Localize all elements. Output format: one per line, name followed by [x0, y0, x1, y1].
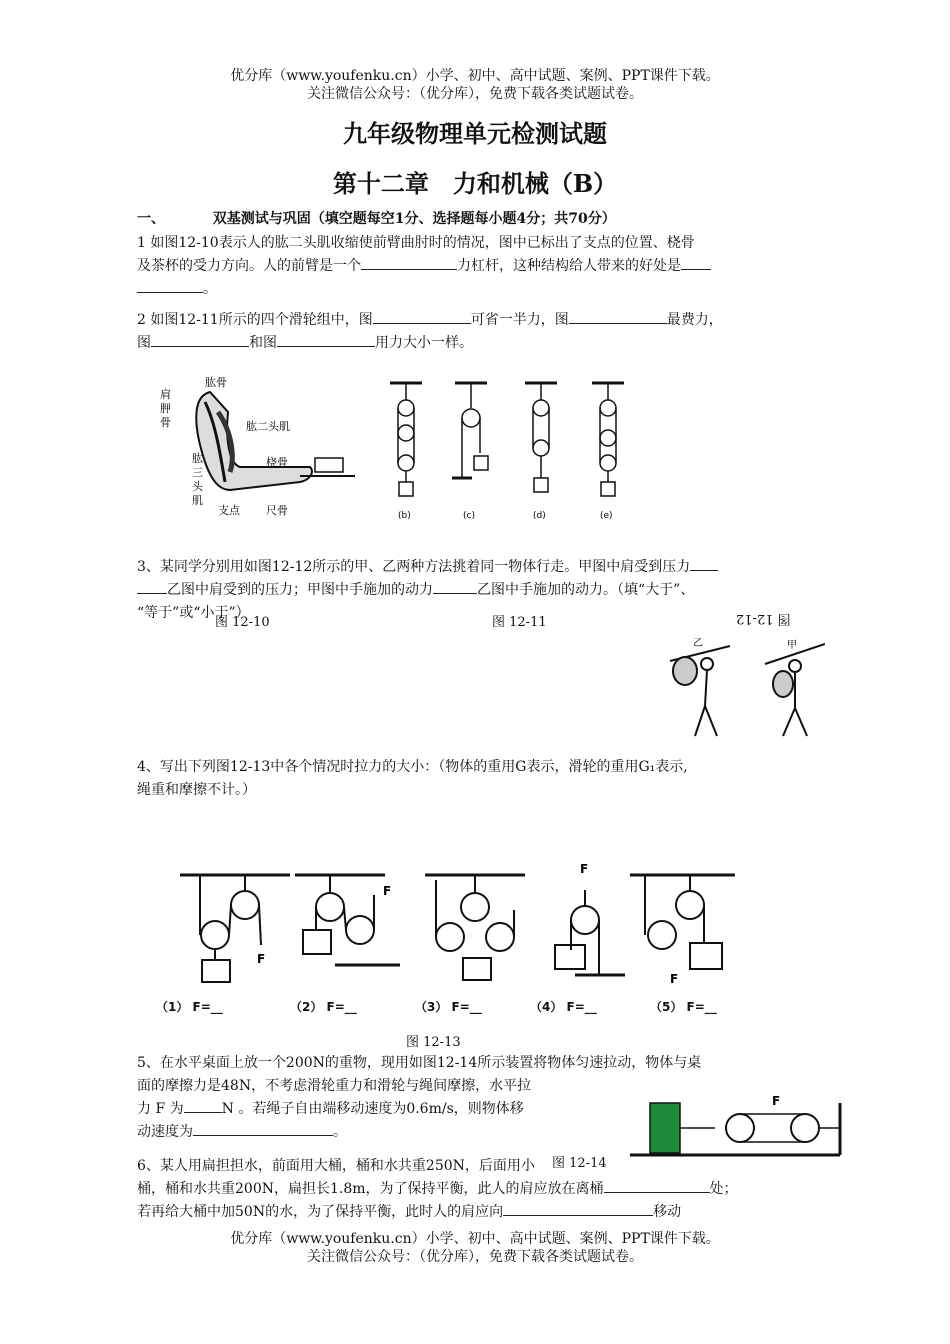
question-2: [137, 309, 827, 355]
q3-blank-1-cont[interactable]: [137, 579, 167, 594]
q1-line-1: 1 如图12-10表示人的肱二头肌收缩使前臂曲肘时的情况，图中已标出了支点的位置、桡骨: [137, 235, 695, 251]
label-scapula-2: 胛: [160, 402, 171, 415]
green-block: [650, 1103, 680, 1153]
force-label-1: F: [257, 952, 266, 966]
fig-12-13-answer-3[interactable]: （3） F=__: [415, 1000, 482, 1014]
q3-line-2: 乙图中肩受到的压力；甲图中手施加的动力 乙图中手施加的动力。（填“大于”、: [137, 579, 827, 602]
fig-12-10-caption: 图 12-10: [215, 615, 270, 630]
question-6: [137, 1155, 827, 1224]
sub-e: (e): [600, 511, 613, 521]
figure-12-10-arm: [150, 372, 370, 522]
figure-12-11-pulleys: [380, 378, 630, 523]
fig-12-14-force-label: F: [772, 1095, 781, 1108]
q1-blank-2[interactable]: [681, 255, 711, 270]
label-triceps-3: 头: [192, 480, 203, 493]
page-subtitle: 第十二章 力和机械（B）: [332, 169, 618, 198]
fig-12-12-caption: 图 12-12: [736, 611, 791, 626]
q2-line-1: 2 如图12-11所示的四个滑轮组中，图 可省一半力，图 最费力，: [137, 309, 827, 332]
label-scapula-3: 骨: [160, 416, 171, 429]
q2-blank-4[interactable]: [277, 332, 375, 347]
header-line-2: 关注微信公众号：（优分库），免费下载各类试题试卷。: [307, 86, 643, 102]
q3-blank-1[interactable]: [690, 556, 718, 571]
q2-line-2: 图 和图 用力大小一样。: [137, 332, 827, 355]
fig-12-11-caption: 图 12-11: [492, 615, 547, 630]
label-fulcrum: 支点: [218, 504, 240, 517]
q6-line-1: 6、某人用扁担担水，前面用大桶，桶和水共重250N，后面用小: [137, 1158, 535, 1174]
label-triceps-2: 三: [192, 466, 203, 479]
label-triceps-1: 肱: [192, 452, 203, 465]
teacup-shape: [315, 458, 343, 472]
fig-12-13-answer-1[interactable]: （1） F=__: [156, 1000, 223, 1014]
question-1: [137, 232, 827, 301]
header-line-1: 优分库（www.youfenku.cn）小学、初中、高中试题、案例、PPT课件下载。: [230, 68, 720, 84]
q3-blank-2[interactable]: [433, 579, 477, 594]
label-biceps: 肱二头肌: [246, 420, 290, 433]
q4-line-1: 4、写出下列图12-13中各个情况时拉力的大小：（物体的重用G表示，滑轮的重用G₁表示,: [137, 759, 688, 775]
q6-line-3: 若再给大桶中加50N的水，为了保持平衡，此时人的肩应向 移动: [137, 1201, 827, 1224]
label-triceps-4: 肌: [192, 494, 203, 507]
q5-line-4: 动速度为 。: [137, 1121, 827, 1144]
q2-blank-1[interactable]: [373, 309, 471, 324]
fig-12-13-caption: 图 12-13: [406, 1035, 461, 1050]
q1-blank-1[interactable]: [361, 255, 457, 270]
force-label-5: F: [670, 972, 679, 985]
section-heading: [137, 208, 827, 231]
force-label-2: F: [383, 884, 392, 898]
force-label-4: F: [580, 862, 589, 876]
q3-line-3: “等于”或“小于”）: [137, 605, 250, 621]
sub-d: (d): [533, 511, 546, 521]
figure-12-12-carrying: [655, 636, 825, 746]
fig-12-13-answer-2[interactable]: （2） F=__: [290, 1000, 357, 1014]
q6-blank-1[interactable]: [604, 1178, 710, 1193]
label-humerus: 肱骨: [205, 376, 227, 389]
label-jia: 甲: [787, 640, 797, 651]
q2-blank-3[interactable]: [151, 332, 249, 347]
q5-line-1: 5、在水平桌面上放一个200N的重物，现用如图12-14所示装置将物体匀速拉动，物体与桌: [137, 1055, 702, 1071]
q3-line-1: 3、某同学分别用如图12-12所示的甲、乙两种方法挑着同一物体行走。甲图中肩受到压力: [137, 556, 827, 579]
sub-c: (c): [463, 511, 475, 521]
label-ulna: 尺骨: [266, 504, 288, 517]
q5-line-2: 面的摩擦力是48N，不考虑滑轮重力和滑轮与绳间摩擦，水平拉: [137, 1078, 532, 1094]
fig-12-14-caption: 图 12-14: [552, 1156, 607, 1171]
q2-blank-2[interactable]: [569, 309, 667, 324]
q1-blank-2-cont[interactable]: [137, 278, 203, 293]
section-title: 双基测试与巩固（填空题每空1分、选择题每小题4分；共70分）: [212, 211, 616, 227]
label-yi: 乙: [693, 638, 703, 649]
q1-line-2: 及茶杯的受力方向。人的前臂是一个 力杠杆，这种结构给人带来的好处是: [137, 255, 827, 278]
q5-blank-2[interactable]: [193, 1121, 333, 1136]
label-radius: 桡骨: [266, 456, 288, 469]
page-title: 九年级物理单元检测试题: [343, 119, 607, 148]
footer-line-2: 关注微信公众号：（优分库），免费下载各类试题试卷。: [307, 1249, 643, 1265]
section-number: 一、: [137, 211, 165, 227]
fig-12-13-answer-4[interactable]: （4） F=__: [530, 1000, 597, 1014]
question-4: [137, 756, 827, 802]
q5-blank-1[interactable]: [184, 1098, 222, 1113]
q1-line-3: 。: [137, 278, 827, 301]
q6-blank-2[interactable]: [503, 1201, 653, 1216]
arm-outline: [196, 392, 312, 490]
figure-12-13-pulleys: [175, 855, 745, 985]
q5-line-3: 力 F 为 N 。若绳子自由端移动速度为0.6m/s，则物体移: [137, 1098, 827, 1121]
footer-line-1: 优分库（www.youfenku.cn）小学、初中、高中试题、案例、PPT课件下载。: [230, 1231, 720, 1247]
sub-b: (b): [398, 511, 411, 521]
label-scapula-1: 肩: [160, 388, 171, 401]
fig-12-13-answer-5[interactable]: （5） F=__: [650, 1000, 717, 1014]
q6-line-2: 桶，桶和水共重200N，扁担长1.8m，为了保持平衡，此人的肩应放在离桶 处；: [137, 1178, 827, 1201]
q4-line-2: 绳重和摩擦不计。）: [137, 782, 256, 798]
